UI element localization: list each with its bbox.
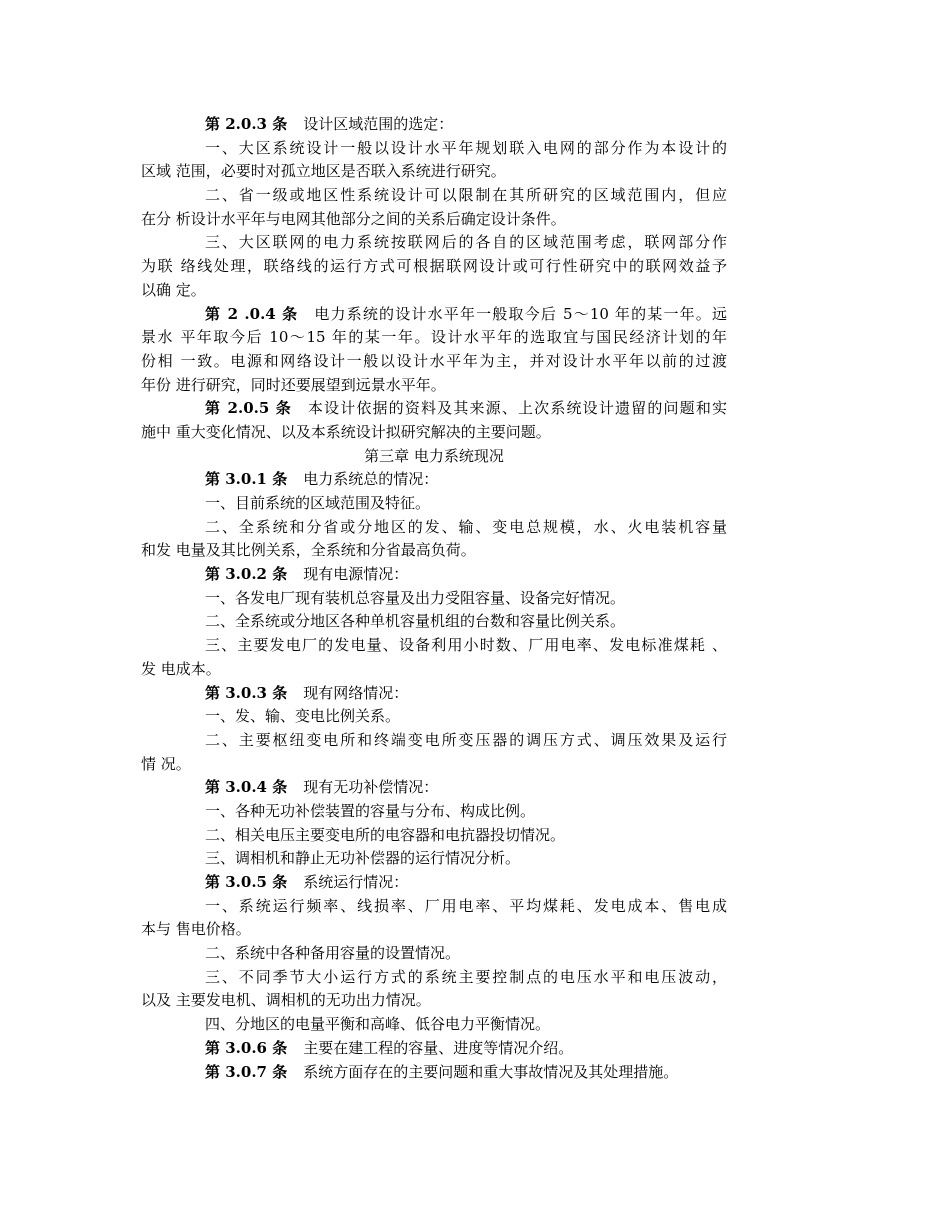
- text-line: 景水 平年取今后 10～15 年的某一年。设计水平年的选取宜与国民经济计划的年: [141, 328, 727, 347]
- text-line: 和发 电量及其比例关系，全系统和分省最高负荷。: [141, 541, 476, 560]
- text-line: 本与 售电价格。: [141, 920, 251, 939]
- text-line: 二、相关电压主要变电所的电容器和电抗器投切情况。: [205, 825, 566, 844]
- document-body: [141, 113, 727, 1084]
- text-line: 份相 一致。电源和网络设计一般以设计水平年为主，并对设计水平年以前的过渡: [141, 351, 727, 370]
- article-text: 设计区域范围的选定：: [303, 115, 454, 133]
- text-line: [141, 1037, 727, 1061]
- text-line: 年份 进行研究，同时还要展望到远景水平年。: [141, 375, 446, 394]
- text-line: [141, 468, 727, 492]
- text-line: 以及 主要发电机、调相机的无功出力情况。: [141, 991, 431, 1010]
- text-line: 施中 重大变化情况、以及本系统设计拟研究解决的主要问题。: [141, 422, 551, 441]
- text-line: 一、系统运行频率、线损率、厂用电率、平均煤耗、发电成本、售电成: [205, 896, 727, 915]
- text-line: [141, 563, 727, 587]
- article-text: 本设计依据的资料及其来源、上次系统设计遗留的问题和实: [307, 399, 727, 418]
- text-line: [141, 113, 727, 137]
- article-number: 第 3.0.1 条: [205, 470, 288, 489]
- text-line: 二、全系统和分省或分地区的发、输、变电总规模，水、火电装机容量: [205, 517, 727, 536]
- text-line: 一、大区系统设计一般以设计水平年规划联入电网的部分作为本设计的: [205, 138, 727, 157]
- text-line: 三、不同季节大小运行方式的系统主要控制点的电压水平和电压波动，: [205, 967, 727, 986]
- text-line: [141, 776, 727, 800]
- text-line: 二、主要枢纽变电所和终端变电所变压器的调压方式、调压效果及运行: [205, 730, 727, 749]
- article-number: 第 3.0.6 条: [205, 1038, 288, 1057]
- text-line: 为联 络线处理，联络线的运行方式可根据联网设计或可行性研究中的联网效益予: [141, 257, 727, 276]
- text-line: 一、各种无功补偿装置的容量与分布、构成比例。: [205, 801, 536, 820]
- article-number: 第 2 .0.4 条: [205, 304, 299, 323]
- chapter-heading: 第三章 电力系统现况: [364, 446, 504, 465]
- article-number: 第 2.0.5 条: [205, 399, 292, 418]
- text-line: 三、调相机和静止无功补偿器的运行情况分析。: [205, 849, 521, 868]
- text-line: 二、省一级或地区性系统设计可以限制在其所研究的区域范围内，但应: [205, 186, 727, 205]
- text-line: [141, 871, 727, 895]
- text-line: 以确 定。: [141, 280, 206, 299]
- text-line: 情 况。: [141, 754, 191, 773]
- article-number: 第 3.0.5 条: [205, 873, 288, 891]
- article-text: 现有网络情况：: [303, 683, 409, 702]
- text-line: [141, 682, 727, 706]
- article-number: 第 3.0.7 条: [205, 1062, 288, 1081]
- text-line: 三、大区联网的电力系统按联网后的各自的区域范围考虑，联网部分作: [205, 233, 727, 252]
- article-text: 现有无功补偿情况：: [303, 778, 439, 797]
- text-line: 二、系统中各种备用容量的设置情况。: [205, 944, 461, 963]
- text-line: [141, 303, 727, 327]
- article-text: 电力系统总的情况：: [303, 470, 439, 489]
- article-number: 第 3.0.2 条: [205, 565, 288, 584]
- article-text: 电力系统的设计水平年一般取今后 5～10 年的某一年。远: [314, 304, 727, 323]
- article-number: 第 2.0.3 条: [205, 115, 288, 133]
- text-line: 二、全系统或分地区各种单机容量机组的台数和容量比例关系。: [205, 612, 626, 631]
- text-line: 一、目前系统的区域范围及特征。: [205, 494, 431, 512]
- text-line: [141, 1061, 727, 1085]
- article-number: 第 3.0.3 条: [205, 683, 288, 702]
- text-line: 一、发、输、变电比例关系。: [205, 707, 401, 726]
- article-text: 现有电源情况：: [303, 565, 409, 584]
- text-line: 三、主要发电厂的发电量、设备利用小时数、厂用电率、发电标准煤耗 、: [205, 636, 727, 655]
- article-text: 主要在建工程的容量、进度等情况介绍。: [303, 1038, 574, 1057]
- text-line: 四、分地区的电量平衡和高峰、低谷电力平衡情况。: [205, 1015, 551, 1034]
- article-text: 系统方面存在的主要问题和重大事故情况及其处理措施。: [303, 1062, 679, 1081]
- text-line: 发 电成本。: [141, 659, 221, 678]
- text-line: 在分 析设计水平年与电网其他部分之间的关系后确定设计条件。: [141, 209, 566, 228]
- text-line: 一、各发电厂现有装机总容量及出力受阻容量、设备完好情况。: [205, 588, 626, 607]
- text-line: [141, 397, 727, 421]
- text-line: 区域 范围，必要时对孤立地区是否联入系统进行研究。: [141, 162, 506, 181]
- article-number: 第 3.0.4 条: [205, 778, 288, 797]
- article-text: 系统运行情况：: [303, 873, 409, 891]
